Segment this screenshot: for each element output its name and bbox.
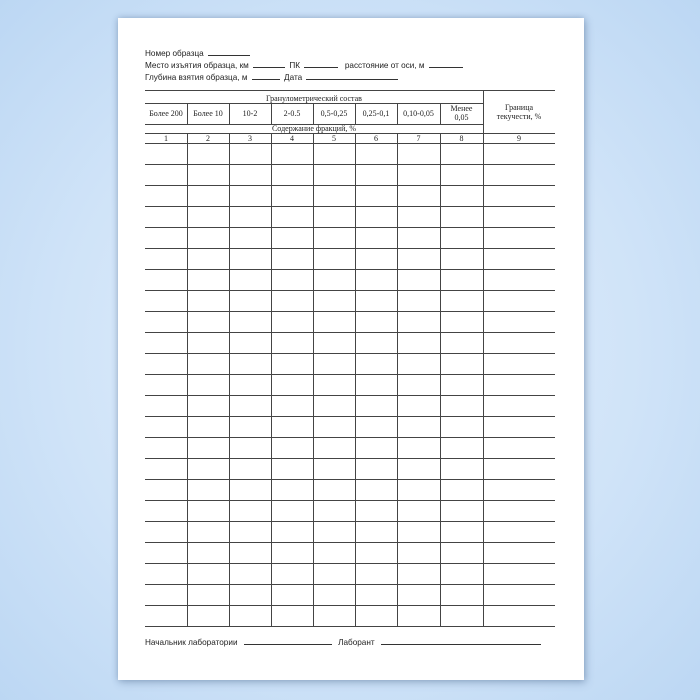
depth-row bbox=[145, 71, 400, 83]
liquid-limit-header: Граница текучести, % bbox=[496, 103, 542, 121]
column-divider bbox=[271, 133, 272, 626]
granulometry-table bbox=[145, 90, 555, 626]
location-km-label: Место изъятия образца, км bbox=[145, 61, 249, 70]
row-line bbox=[145, 248, 555, 249]
group-header: Гранулометрический состав bbox=[266, 94, 362, 103]
date-label: Дата bbox=[284, 73, 303, 82]
column-divider bbox=[229, 133, 230, 626]
column-number: 3 bbox=[248, 134, 252, 143]
fraction-column-header: 0,25-0,1 bbox=[362, 109, 390, 118]
lab-assistant-label: Лаборант bbox=[338, 638, 375, 647]
fraction-column-header: Менее 0,05 bbox=[450, 104, 473, 122]
sample-number-field[interactable] bbox=[208, 47, 250, 56]
pk-label: ПК bbox=[289, 61, 301, 70]
pk-field[interactable] bbox=[304, 59, 338, 68]
row-line bbox=[145, 500, 555, 501]
axis-distance-field[interactable] bbox=[429, 59, 463, 68]
row-line bbox=[145, 437, 555, 438]
column-divider bbox=[187, 133, 188, 626]
numbers-bottom-divider bbox=[145, 143, 555, 144]
row-line bbox=[145, 227, 555, 228]
row-line bbox=[145, 521, 555, 522]
fraction-column-header: 2-0.5 bbox=[283, 109, 301, 118]
row-line bbox=[145, 584, 555, 585]
fraction-column-header: Более 10 bbox=[193, 109, 223, 118]
column-divider bbox=[397, 133, 398, 626]
column-divider bbox=[355, 133, 356, 626]
row-line bbox=[145, 206, 555, 207]
fraction-column-header: 0,10-0,05 bbox=[403, 109, 434, 118]
location-km-field[interactable] bbox=[253, 59, 285, 68]
column-number: 6 bbox=[374, 134, 378, 143]
table-top-border bbox=[145, 90, 555, 91]
sample-number-label: Номер образца bbox=[145, 49, 204, 58]
head-signature-field[interactable] bbox=[244, 636, 332, 645]
row-line bbox=[145, 395, 555, 396]
row-line bbox=[145, 374, 555, 375]
depth-field[interactable] bbox=[252, 71, 280, 80]
date-field[interactable] bbox=[306, 71, 398, 80]
row-line bbox=[145, 479, 555, 480]
row-line bbox=[145, 185, 555, 186]
location-row bbox=[145, 59, 465, 71]
row-line bbox=[145, 458, 555, 459]
column-divider bbox=[483, 90, 484, 626]
row-line bbox=[145, 311, 555, 312]
column-number: 4 bbox=[290, 134, 294, 143]
row-line bbox=[145, 164, 555, 165]
fraction-column-header: 0,5-0,25 bbox=[320, 109, 348, 118]
subheader-divider bbox=[145, 124, 483, 125]
fraction-column-header: 10-2 bbox=[242, 109, 258, 118]
column-number: 2 bbox=[206, 134, 210, 143]
row-line bbox=[145, 269, 555, 270]
sample-number-row bbox=[145, 47, 252, 59]
column-number: 7 bbox=[416, 134, 421, 143]
axis-distance-label: расстояние от оси, м bbox=[344, 61, 425, 70]
column-divider bbox=[440, 133, 441, 626]
row-line bbox=[145, 332, 555, 333]
signatures-row bbox=[145, 636, 545, 647]
row-line bbox=[145, 605, 555, 606]
column-number: 5 bbox=[332, 134, 336, 143]
fraction-content-subheader: Содержание фракций, % bbox=[271, 124, 357, 133]
row-line bbox=[145, 563, 555, 564]
column-number: 9 bbox=[517, 134, 521, 143]
column-number: 8 bbox=[459, 134, 464, 143]
row-line bbox=[145, 416, 555, 417]
column-number: 1 bbox=[164, 134, 168, 143]
fraction-column-header: Более 200 bbox=[149, 109, 183, 118]
row-line bbox=[145, 626, 555, 627]
group-header-divider bbox=[145, 103, 483, 104]
head-label: Начальник лаборатории bbox=[145, 638, 238, 647]
depth-label: Глубина взятия образца, м bbox=[145, 73, 248, 82]
column-divider bbox=[313, 133, 314, 626]
row-line bbox=[145, 353, 555, 354]
lab-assistant-signature-field[interactable] bbox=[381, 636, 541, 645]
row-line bbox=[145, 290, 555, 291]
row-line bbox=[145, 542, 555, 543]
